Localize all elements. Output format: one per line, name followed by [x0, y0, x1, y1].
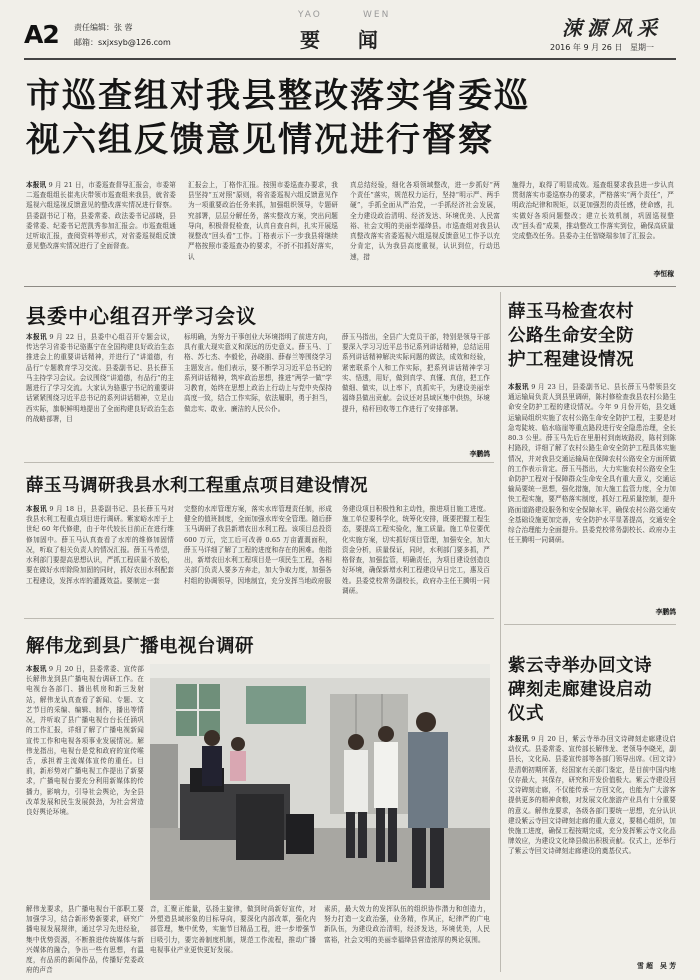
rural-bottom-rule	[504, 624, 676, 625]
lead-col1-text: 9 月 21 日，市委巡查督导汇报会，市委第二巡查组组长崔兆庆带领市巡查组来我县，就省委巡视六组巡视反馈意见的整改落实情况进行督察。县委副书记丁格，县委常委、政法委书记邵晓，县委常委、纪委书记范凯秀参加汇报会。市巡查组通过听取汇报，查阅资料等形式，对省委巡视组反馈意见整改落实情况进行了全面督查。	[26, 181, 176, 251]
monument-headline	[508, 654, 678, 726]
issue-date: 2016 年 9 月 26 日 星期一	[550, 43, 654, 52]
lead-col2: 汇报会上，丁格作汇报。按照市委巡查办要求，我县坚持“五对照”原则，将省委巡视六组反馈意见作为一项重要政治任务来抓，加强组织领导，专题研究部署，层层分解任务，落实整改方案，突出问题导向，积极督促检查，认真自查自纠，扎实开展巡视整改“回头看”工作。丁格表示下一步我县将继续严格按照市委巡查办的要求，不折不扣抓好落实，认	[188, 181, 338, 261]
page-code: A2	[24, 20, 59, 49]
water-bottom-rule	[24, 618, 494, 619]
photo-ceiling	[150, 664, 490, 678]
water-col1	[26, 504, 174, 608]
tv-byline: 本报讯	[26, 665, 47, 673]
tv-station-photo	[150, 664, 490, 900]
monument-headline-line1: 紫云寺举办回文诗	[508, 656, 652, 676]
photo-person-5-head	[416, 712, 436, 732]
lead-headline-line1: 市巡查组对我县整改落实省委巡	[26, 76, 530, 116]
monument-headline-line3: 仪式	[508, 704, 544, 724]
study-signature: 李鹏鸽	[469, 450, 490, 458]
rural-headline-line1: 薛玉马检查农村	[508, 302, 634, 322]
lead-headline-line2: 视六组反馈意见情况进行督察	[26, 120, 494, 160]
lead-headline	[26, 74, 676, 162]
rural-byline: 本报讯	[508, 383, 529, 391]
rural-headline-line2: 公路生命安全防	[508, 326, 634, 346]
tv-bottom-col2: 音，汇聚正能量，弘扬主旋律，做到时尚新好宣传，对外塑造县域形象的目标导向，要深化内部改革，强化内部管理，集中优势，实施节目精品工程，进一步增强节目吸引力，要完善制度机制，规范工作流程，推动广播电视事业产业更快更好发展。	[150, 905, 316, 954]
lead-bottom-rule	[24, 286, 676, 287]
monument-byline: 本报讯	[508, 735, 529, 743]
photo-window-right	[246, 686, 306, 724]
water-col3: 务建设项目积极性和主动性，推进项目施工进度。施工单位要科学化，统筹化安排，既要把握工程生态，要提高工程实验化，施工质量。施工单位要优化实施方案，切实抓好项目管理，加强安全，加大资金分析，质量保证，同时，水利部门要多抓，严格督查，加强监管，明确责任，为项目建设创造良好环境，确保新增水利工程建设早日完工，惠及百姓。县委党校常务副校长，政府办主任王腾明一同调研。	[342, 505, 490, 595]
photo-person-1-body	[202, 746, 222, 786]
study-col3: 薛玉马指出，全县广大党员干部，特别是领导干部要深入学习习近平总书记系列讲话精神，总结运用系列讲话精神解决实际问题的做法，成效和经验，紧密联系个人和工作实际，把系列讲话精神学习实、悟透，用好，做到真学、真懂、真信，把工作做细、做实，以上率下，真抓实干，为建设美丽幸福绛县做出贡献。会议还对县域区集中供热，环境提升，秸秆回收等工作进行了安排部署。	[342, 333, 490, 413]
rural-article	[508, 382, 676, 604]
photo-person-3-head	[348, 734, 364, 750]
section-pinyin-right: WEN	[363, 10, 391, 20]
lead-col4: 施得力，取得了明显成效。巡查组要求我县进一步认真贯彻落实市委巡察办的要求，严格落实“两个责任”，严明政治纪律和规矩，以更加强烈的责任感，使命感，扎实做好各项问题整改；建立长效机制，巩固巡视整改“回头看”成果，推动整改工作落实到位，确保高质量完成整改任务。县委办主任智晓瑞参加了汇报会。	[512, 181, 674, 241]
masthead	[0, 0, 700, 64]
photo-person-1-head	[204, 730, 220, 746]
photo-chair	[286, 814, 314, 854]
study-bottom-rule	[24, 462, 494, 463]
monument-text: 9 月 20 日，紫云寺举办回文诗碑刻走廊建设启动仪式。县委常委、宣传部长解伟龙、老领导李晓光，副县长，文化局、县委宣传部等各部门领导出席。《回文诗》是清朝初期所著，经国家有关部门鉴定，是目前中国内地仅存最大，其保存，研究和开发价值极大。紫云寺建设回文诗碑刻走廊，不仅能传承一方回文化，也能为广大游客提供更多的精神食粮，对发展文化旅游产业具有十分重要的意义。解伟龙要求，各级各部门要统一思想，充分认识建设紫云寺回文诗碑刻走廊的重大意义，要精心组织，加快施工进度，确保工程按期完成，充分发挥紫云寺文化品牌效应，为建设文化绛县做出积极贡献。仪式上，还举行了紫云寺回文诗碑刻走廊建设的奠基仪式。	[508, 735, 676, 856]
lead-col1	[26, 180, 176, 278]
lead-signature: 李恒稼	[653, 270, 674, 278]
rural-signature: 李鹏鸽	[655, 608, 676, 616]
photo-person-2-body	[230, 751, 246, 781]
tv-narrow-col	[26, 664, 144, 898]
monument-headline-line2: 碑刻走廊建设启动	[508, 680, 652, 700]
photo-person-3-body	[344, 750, 368, 812]
water-col2: 完整的水库管理方案，落实水库管理责任制，形成健全的值班制度，全面加强水库安全管理。随后薛玉马调研了我县新增农田水利工程。该项目总投资 600 万元，完工后可改善 0.65 万亩灌溉面积，薛玉马详细了解了工程的进度和存在的困难。他指出，新增农田水利工程项目是一项民生工程，各相关部门负责人要多方奔走，加大争取力度，加强各村组的协调领导，因地制宜，充分发挥当地政府服	[184, 505, 332, 585]
rural-headline-line3: 护工程建设情况	[508, 350, 634, 370]
editor-line: 责任编辑：张 蓉	[74, 23, 133, 32]
water-byline: 本报讯	[26, 505, 47, 513]
tv-bottom-col1: 解伟龙要求，县广播电视台干部职工要加强学习，结合新形势新要求，研究广播电视发展规律，通过学习先进经验，集中优势资源，不断推进传统媒体与新兴媒体的融合，争出一些有思想，有温度，有品质的新闻作品，传播好党委政府的声音	[26, 905, 144, 974]
lead-byline: 本报讯	[26, 181, 47, 189]
tv-narrow-text: 9 月 20 日，县委常委、宣传部长解伟龙到县广播电视台调研工作。在电视台各部门、播出机房和新三发射站，解伟龙认真查看了新闻、专题、文艺节目的采编、编辑、制作，播出等情况，并听取了县广播电视台台长任涵巩的工作汇报，详细了解了广播电视新闻宣传工作和电视各项事业发展情况。解伟龙指出，电视台是党和政府的宣传喉舌，承担着主流媒体宣传的重任。目前，新形势对广播电视工作提出了新要求，广播电视台要充分利用新媒体的传播力，影响力，引导社会舆论，为全县改革发展和民生发展鼓劲，为社会营造良好舆论环境。	[26, 665, 144, 817]
paper-name: 涑源风采	[562, 16, 662, 40]
section-title: 要 闻	[300, 28, 380, 52]
water-headline: 薛玉马调研我县水利工程重点项目建设情况	[26, 476, 368, 496]
monument-article	[508, 734, 676, 956]
photo-equipment-stack	[236, 794, 284, 860]
email-line: 邮箱：sxjxsyb@126.com	[74, 38, 171, 47]
rural-headline	[508, 300, 678, 372]
monument-signature: 雪 超 吴 芳	[636, 962, 676, 970]
photo-person-4-body	[374, 742, 398, 808]
water-col1-text: 9 月 18 日，县委副书记、县长薛玉马对我县水利工程重点项目进行调研。紫家峪水库于上世纪 60 年代修建，由于年代较长目前正在进行维修加固中。薛玉马认真查看了水库的维修加固情况，听取了相关负责人的情况汇报。薛玉马希望，水利部门要提高思想认识，严抓工程质量不放松，要在做好水库除险加固的同时，抓好农田水利配套工程建设，发挥水库的灌溉效益。要制定一套	[26, 505, 174, 585]
section-pinyin-left: YAO	[298, 10, 322, 20]
study-col2: 标明确，为努力干事创业大环境指明了前进方向，具有重大现实意义和深远的历史意义。薛玉马、丁格、苏七杰、李毅伦，孙晓朋、薛春兰等围绕学习主题发言。他们表示，要不断学习习近平总书记的系列讲话精神，筑牢政治思想，推进“两学一做”学习教育，始终在思想上政治上行动上与党中央保持高度一致，结合工作实际，依法履职，勇于担当，做忠实、敢业、廉洁的人民公仆。	[184, 333, 332, 413]
study-col1-text: 9 月 22 日，县委中心组召开专题会议，传达学习省委书记骆惠宁在全国构建良好政治生态推进会上的重要讲话精神，并进行了“讲道德，有品行”专题教育学习交流。县委副书记、县长薛玉马主持学习会议。会议围绕“讲道德，有品行”的主题进行了学习交流。大家认为骆惠宁书记的重要讲话紧紧围绕习近平总书记的系列讲话精神，立足山西实际，旗帜鲜明地提出了全面构建良好政治生态的战略部署，目	[26, 333, 174, 423]
masthead-rule	[24, 58, 676, 60]
lead-col3: 真总结经验，细化各项领域整改，进一步抓好“两个责任”落实，规范权力运行，坚持“明示严、两手硬”，手抓全面从严治党，一手抓经济社会发展，全力建设政治清明、经济发达、环境优美、人民富裕、社会文明的美丽幸福绛县。市巡查组对我县认真整改落实省委巡视六组巡视反馈意见工作予以充分肯定，认为我县高度重视，认识到位，行动迅速，措	[350, 181, 500, 261]
rural-text: 9 月 23 日，县委副书记、县长薛玉马带领县交通运输局负责人到县里调研，陈村修检查我县农村公路生命安全防护工程的建设情况。今年 9 月份开始，县交通运输局组织实施了农村公路生命安全防护工程，主要是对急弯陡坡、临水临崖等重点路段进行安全隐患治理，全长 80.3 公里。薛玉马先后在里册村到南坡路段，陈村到陈村路段，详细了解了农村公路生命安全防护工程具体实施情况，并对我县交通运输局在保障农村公路安全方面所做的工作表示肯定。薛玉马指出，大力实施农村公路安全生命防护工程对于保障群众生命安全具有重大意义，交通运输局要统一思想，强化措施，加大施工监管力度，全力加快工程实施，要严格落实制度，抓好工程质量控制，提升路面道路建设服务和安全保障水平，确保农村公路交通安全基础设施更加完善，安全防护水平显著提高，交通安全综合治理能力全面提升。县委党校常务副校长、政府办主任王腾明一同调研。	[508, 383, 676, 545]
right-column-divider	[500, 292, 501, 972]
study-col1	[26, 332, 174, 457]
study-byline: 本报讯	[26, 333, 47, 341]
photo-person-4-head	[378, 726, 394, 742]
photo-person-2-head	[231, 737, 245, 751]
study-headline: 县委中心组召开学习会议	[26, 304, 257, 328]
tv-bottom-col3: 素质，最大效力的发挥队伍的组织协作潜力和创造力，努力打造一支政治强，业务精，作风正，纪律严的广电新队伍，为建设政治清明，经济发达，环境优美，人民富裕，社会文明的美丽幸福绛县营造浓厚的舆论氛围。	[324, 905, 490, 944]
tv-headline: 解伟龙到县广播电视台调研	[26, 636, 255, 657]
photo-person-5-body	[408, 732, 448, 828]
